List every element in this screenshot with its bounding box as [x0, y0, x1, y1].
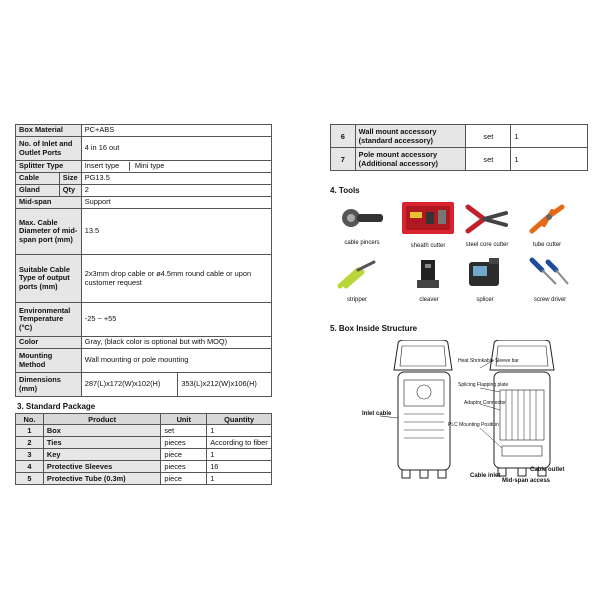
product-name: Pole mount accessory	[358, 150, 438, 159]
table-row	[16, 425, 272, 437]
spec-label: No. of Inlet and Outlet Ports	[16, 137, 82, 161]
splitter-mini: Mini type	[134, 161, 165, 171]
spec-label: Gland	[16, 185, 60, 197]
stripper-icon	[332, 258, 382, 290]
row-product: Protective Tube (0.3m)	[43, 473, 160, 485]
spec-sublabel: Qty	[59, 185, 81, 197]
spec-value: -25 ~ +55	[81, 303, 271, 337]
spec-value: Support	[81, 197, 271, 209]
table-row	[16, 461, 272, 473]
spec-label: Mounting Method	[16, 349, 82, 373]
standard-package-table	[15, 413, 272, 485]
row-unit: set	[466, 125, 511, 148]
row-qty: 1	[207, 473, 272, 485]
splitter-insert: Insert type	[85, 162, 130, 171]
table-row	[16, 473, 272, 485]
box-left-drawing	[380, 340, 452, 478]
row-no: 5	[16, 473, 44, 485]
label-inlet-cable: Inlet cable	[362, 411, 392, 417]
product-name: Wall mount accessory	[358, 127, 437, 136]
label-splicing: Splicing Flapping plate	[458, 382, 509, 388]
column-header: Quantity	[207, 414, 272, 425]
spec-value: PG13.5	[81, 173, 271, 185]
box-structure-diagram	[340, 340, 590, 490]
spec-value: 4 in 16 out	[81, 137, 271, 161]
label-adaptor: Adaptor Connector	[464, 400, 506, 406]
spec-label: Box Material	[16, 125, 82, 137]
spec-value: PC+ABS	[81, 125, 271, 137]
label-mid-span: Mid-span access	[502, 478, 551, 484]
row-product: Ties	[43, 437, 160, 449]
row-product: Protective Sleeves	[43, 461, 160, 473]
spec-value: 2	[81, 185, 271, 197]
column-header: Product	[43, 414, 160, 425]
label-heat-sleeve: Heat Shrinkable Sleeve bar	[458, 358, 519, 364]
column-header: No.	[16, 414, 44, 425]
spec-label: Dimensions (mm)	[16, 373, 82, 397]
row-unit: pieces	[161, 461, 207, 473]
product-note: (Additional accessory)	[358, 159, 438, 168]
row-no: 2	[16, 437, 44, 449]
tool-caption: sheath cutter	[410, 243, 446, 249]
row-no: 6	[331, 125, 356, 148]
spec-label: Suitable Cable Type of output ports (mm)	[16, 255, 82, 303]
tool-caption: cleaver	[419, 297, 439, 303]
sheath-cutter-icon	[400, 200, 456, 236]
screw-driver-icon	[526, 256, 574, 290]
tool-item	[515, 256, 585, 303]
row-qty: 1	[207, 449, 272, 461]
row-qty: 1	[511, 148, 588, 171]
tool-item	[450, 256, 520, 303]
label-plc: PLC Mounting Position	[448, 422, 499, 428]
row-qty: According to fiber	[207, 437, 272, 449]
spec-value: Wall mounting or pole mounting	[81, 349, 271, 373]
specification-table	[15, 124, 272, 397]
spec-label: Environmental Temperature (°C)	[16, 303, 82, 337]
row-no: 1	[16, 425, 44, 437]
row-product	[355, 148, 465, 171]
row-qty: 1	[207, 425, 272, 437]
column-header: Unit	[161, 414, 207, 425]
row-no: 4	[16, 461, 44, 473]
row-qty: 16	[207, 461, 272, 473]
section-heading-tools: 4. Tools	[330, 186, 360, 195]
tube-cutter-icon	[522, 203, 572, 235]
tool-caption: steel core cutter	[465, 242, 509, 248]
tool-caption: screw driver	[533, 297, 567, 303]
label-cable-outlet: Cable outlet	[530, 467, 565, 473]
section-heading-box-structure: 5. Box Inside Structure	[330, 324, 418, 333]
tool-caption: cable pincers	[344, 240, 380, 246]
row-unit: pieces	[161, 437, 207, 449]
row-unit: set	[466, 148, 511, 171]
spec-value: 2x3mm drop cable or ø4.5mm round cable or upon customer request	[81, 255, 271, 303]
cable-pincers-icon	[337, 203, 387, 233]
steel-core-cutter-icon	[462, 203, 512, 235]
spec-value: 287(L)x172(W)x102(H)	[81, 373, 178, 397]
tool-item	[327, 203, 397, 246]
cleaver-icon	[409, 258, 449, 290]
spec-value: 353(L)x212(W)x106(H)	[178, 373, 272, 397]
spec-label: Max. Cable Diameter of mid-span port (mm)	[16, 209, 82, 255]
row-unit: piece	[161, 473, 207, 485]
table-row	[16, 437, 272, 449]
tool-caption: splicer	[476, 297, 494, 303]
table-row	[331, 125, 588, 148]
row-unit: piece	[161, 449, 207, 461]
label-cable-inlet: Cable inlet	[470, 473, 501, 479]
product-note: (standard accessory)	[358, 136, 434, 145]
row-qty: 1	[511, 125, 588, 148]
tool-item	[322, 258, 392, 303]
row-no: 3	[16, 449, 44, 461]
spec-label: Cable	[16, 173, 60, 185]
tool-item	[512, 203, 582, 248]
spec-label: Mid-span	[16, 197, 82, 209]
row-no: 7	[331, 148, 356, 171]
splicer-icon	[463, 256, 507, 290]
table-row	[331, 148, 588, 171]
spec-label: Splitter Type	[16, 161, 82, 173]
table-row	[16, 449, 272, 461]
row-product: Key	[43, 449, 160, 461]
row-product: Box	[43, 425, 160, 437]
spec-label: Color	[16, 337, 82, 349]
tool-caption: tube cutter	[532, 242, 562, 248]
tool-caption: stripper	[346, 297, 367, 303]
spec-value: Gray, (black color is optional but with MOQ)	[81, 337, 271, 349]
accessory-table	[330, 124, 588, 171]
row-unit: set	[161, 425, 207, 437]
row-product	[355, 125, 465, 148]
section-heading-standard-package: 3. Standard Package	[17, 402, 96, 411]
spec-value	[81, 161, 271, 173]
spec-value: 13.5	[81, 209, 271, 255]
spec-sublabel: Size	[59, 173, 81, 185]
